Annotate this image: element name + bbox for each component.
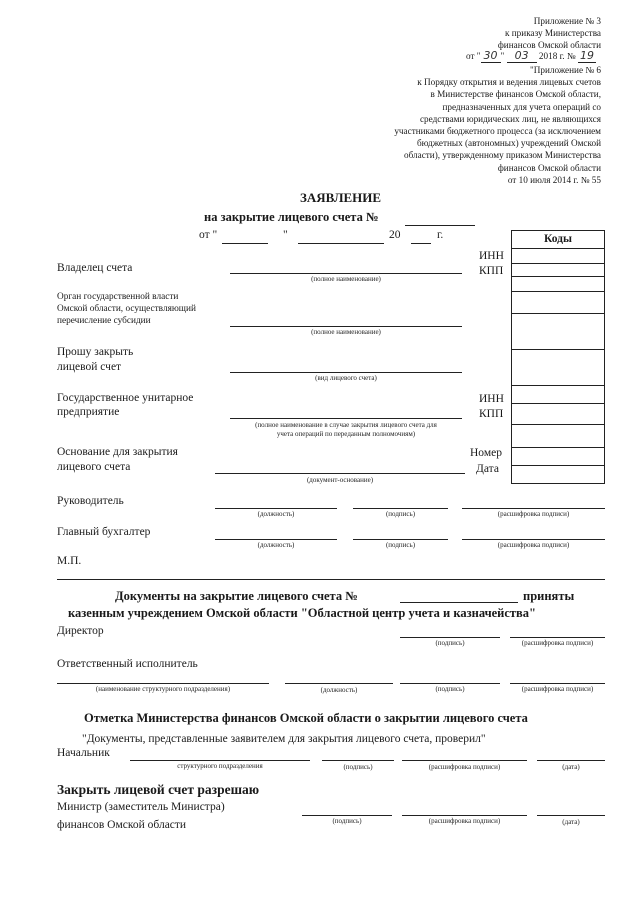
section-separator xyxy=(57,579,605,580)
head-position-line xyxy=(215,508,337,509)
appendix6-block xyxy=(394,64,601,186)
title-date-quote: " xyxy=(283,229,288,241)
owner-label: Владелец счета xyxy=(57,262,133,274)
head-signature-caption: (подпись) xyxy=(385,510,416,518)
codes-header: Коды xyxy=(544,233,572,245)
title-date-g: г. xyxy=(437,229,444,241)
codes-row xyxy=(512,424,604,425)
section3-checked: "Документы, представленные заявителем для закрытия лицевого счета, проверил" xyxy=(82,733,486,745)
director-signature-line xyxy=(400,637,500,638)
chief-decoding-caption: (расшифровка подписи) xyxy=(428,763,501,771)
minister-decoding-line xyxy=(402,815,527,816)
executor-decoding-line xyxy=(510,683,605,684)
basis-label-2: лицевого счета xyxy=(57,461,131,473)
title-date-year-line xyxy=(411,243,431,244)
chief-label: Начальник xyxy=(57,747,110,759)
section2-line1: Документы на закрытие лицевого счета № xyxy=(115,589,358,603)
executor-label: Ответственный исполнитель xyxy=(57,658,198,670)
minister-date-caption: (дата) xyxy=(562,818,580,826)
chief-date-line xyxy=(537,760,605,761)
appendix-line-3: финансов Омской области xyxy=(497,40,601,50)
inn2-label: ИНН xyxy=(479,393,504,405)
appendix6-line: средствами юридических лиц, не являющихся xyxy=(419,113,601,124)
owner-line xyxy=(230,273,462,274)
executor-signature-caption: (подпись) xyxy=(435,685,465,693)
section3-title: Отметка Министерства финансов Омской области о закрытии лицевого счета xyxy=(84,711,528,725)
codes-row xyxy=(512,349,604,350)
request-caption: (вид лицевого счета) xyxy=(315,374,377,382)
chief-signature-caption: (подпись) xyxy=(343,763,373,771)
executor-position-line xyxy=(285,683,393,684)
document-title: ЗАЯВЛЕНИЕ xyxy=(300,190,382,205)
director-decoding-line xyxy=(510,637,605,638)
enterprise-caption-1: (полное наименование в случае закрытия лицевого счета для xyxy=(255,421,437,429)
accountant-decoding-line xyxy=(462,539,605,540)
section2-line2: казенным учреждением Омской области "Областной центр учета и казначейства" xyxy=(68,606,536,620)
appendix6-line: в Министерстве финансов Омской области, xyxy=(430,89,601,100)
appendix6-line: участниками бюджетного процесса (за исключением xyxy=(394,126,601,137)
executor-structural-caption: (наименование структурного подразделения) xyxy=(95,685,231,693)
document-subtitle: на закрытие лицевого счета № xyxy=(204,210,379,224)
head-decoding-line xyxy=(462,508,605,509)
minister-label-1: Министр (заместитель Министра) xyxy=(57,801,225,813)
authority-label-3: перечисление субсидии xyxy=(57,316,151,326)
request-label-1: Прошу закрыть xyxy=(57,346,134,358)
account-number-line xyxy=(405,225,475,226)
request-label-2: лицевой счет xyxy=(57,361,122,373)
enterprise-label-1: Государственное унитарное xyxy=(57,392,194,404)
enterprise-caption-2: учета операций по переданным полномочиям) xyxy=(276,430,416,438)
chief-structural-line xyxy=(130,760,310,761)
appendix6-line: от 10 июля 2014 г. № 55 xyxy=(507,174,601,185)
executor-position-caption: (должность) xyxy=(320,686,358,694)
kpp-label: КПП xyxy=(479,265,504,277)
appendix-date-day: 30 xyxy=(481,50,501,63)
authority-label-1: Орган государственной власти xyxy=(57,292,179,302)
accountant-signature-line xyxy=(353,539,448,540)
appendix6-line: области), утвержденному приказом Министерства xyxy=(404,150,601,161)
director-decoding-caption: (расшифровка подписи) xyxy=(521,639,594,647)
title-date-20: 20 xyxy=(389,229,401,241)
head-decoding-caption: (расшифровка подписи) xyxy=(497,510,570,518)
basis-caption: (документ-основание) xyxy=(306,476,374,484)
accountant-position-line xyxy=(215,539,337,540)
accountant-decoding-caption: (расшифровка подписи) xyxy=(497,541,570,549)
appendix-date-number: 19 xyxy=(579,49,594,62)
codes-row xyxy=(512,403,604,404)
title-date-from: от " xyxy=(199,229,218,241)
basis-line xyxy=(215,473,465,474)
chief-date-caption: (дата) xyxy=(562,763,580,771)
basis-label-1: Основание для закрытия xyxy=(57,446,178,458)
owner-caption: (полное наименование) xyxy=(311,275,381,283)
kpp2-label: КПП xyxy=(479,408,504,420)
executor-decoding-caption: (расшифровка подписи) xyxy=(521,685,594,693)
appendix6-line: бюджетных (автономных) учреждений Омской xyxy=(416,138,601,149)
enterprise-line xyxy=(230,418,462,419)
executor-structural-line xyxy=(57,683,269,684)
appendix6-line: финансов Омской области xyxy=(497,162,601,173)
section2-accepted: приняты xyxy=(523,589,575,603)
codes-row xyxy=(512,385,604,386)
codes-row xyxy=(512,263,604,264)
appendix6-line: предназначенных для учета операций со xyxy=(442,101,601,112)
codes-table xyxy=(511,230,605,484)
minister-label-2: финансов Омской области xyxy=(57,819,187,831)
codes-row xyxy=(512,447,604,448)
appendix6-line: к Порядку открытия и ведения лицевых счетов xyxy=(417,77,601,88)
executor-signature-line xyxy=(400,683,500,684)
title-date-month-line xyxy=(298,243,384,244)
number-label: Номер xyxy=(470,447,502,459)
minister-signature-caption: (подпись) xyxy=(332,817,362,825)
head-position-caption: (должность) xyxy=(257,510,295,518)
authority-line xyxy=(230,326,462,327)
accountant-label: Главный бухгалтер xyxy=(57,526,151,538)
chief-decoding-line xyxy=(402,760,527,761)
codes-row xyxy=(512,248,604,249)
appendix-line-2: к приказу Министерства xyxy=(505,28,601,38)
codes-row xyxy=(512,276,604,277)
enterprise-label-2: предприятие xyxy=(57,406,120,418)
chief-signature-line xyxy=(322,760,394,761)
appendix6-line: "Приложение № 6 xyxy=(529,65,601,75)
request-line xyxy=(230,372,462,373)
director-label: Директор xyxy=(57,625,104,637)
minister-decoding-caption: (расшифровка подписи) xyxy=(428,817,501,825)
accountant-position-caption: (должность) xyxy=(257,541,295,549)
section4-title: Закрыть лицевой счет разрешаю xyxy=(57,782,260,797)
minister-date-line xyxy=(537,815,605,816)
minister-signature-line xyxy=(302,815,392,816)
head-signature-line xyxy=(353,508,448,509)
codes-row xyxy=(512,291,604,292)
codes-row xyxy=(512,313,604,314)
appendix-line-1: Приложение № 3 xyxy=(533,16,601,26)
date-label: Дата xyxy=(476,463,499,475)
inn-label: ИНН xyxy=(479,250,504,262)
appendix-date-line: от " 30 " 03 2018 г. № 19 xyxy=(466,49,594,62)
accountant-signature-caption: (подпись) xyxy=(385,541,416,549)
appendix-date-month: 03 xyxy=(507,50,537,63)
codes-row xyxy=(512,465,604,466)
section2-account-line xyxy=(400,602,518,603)
head-label: Руководитель xyxy=(57,495,124,507)
stamp-label: М.П. xyxy=(57,555,82,567)
title-date-day-line xyxy=(222,243,268,244)
director-signature-caption: (подпись) xyxy=(435,639,465,647)
authority-caption: (полное наименование) xyxy=(311,328,381,336)
authority-label-2: Омской области, осуществляющий xyxy=(57,304,196,314)
chief-structural-caption: структурного подразделения xyxy=(177,762,263,770)
